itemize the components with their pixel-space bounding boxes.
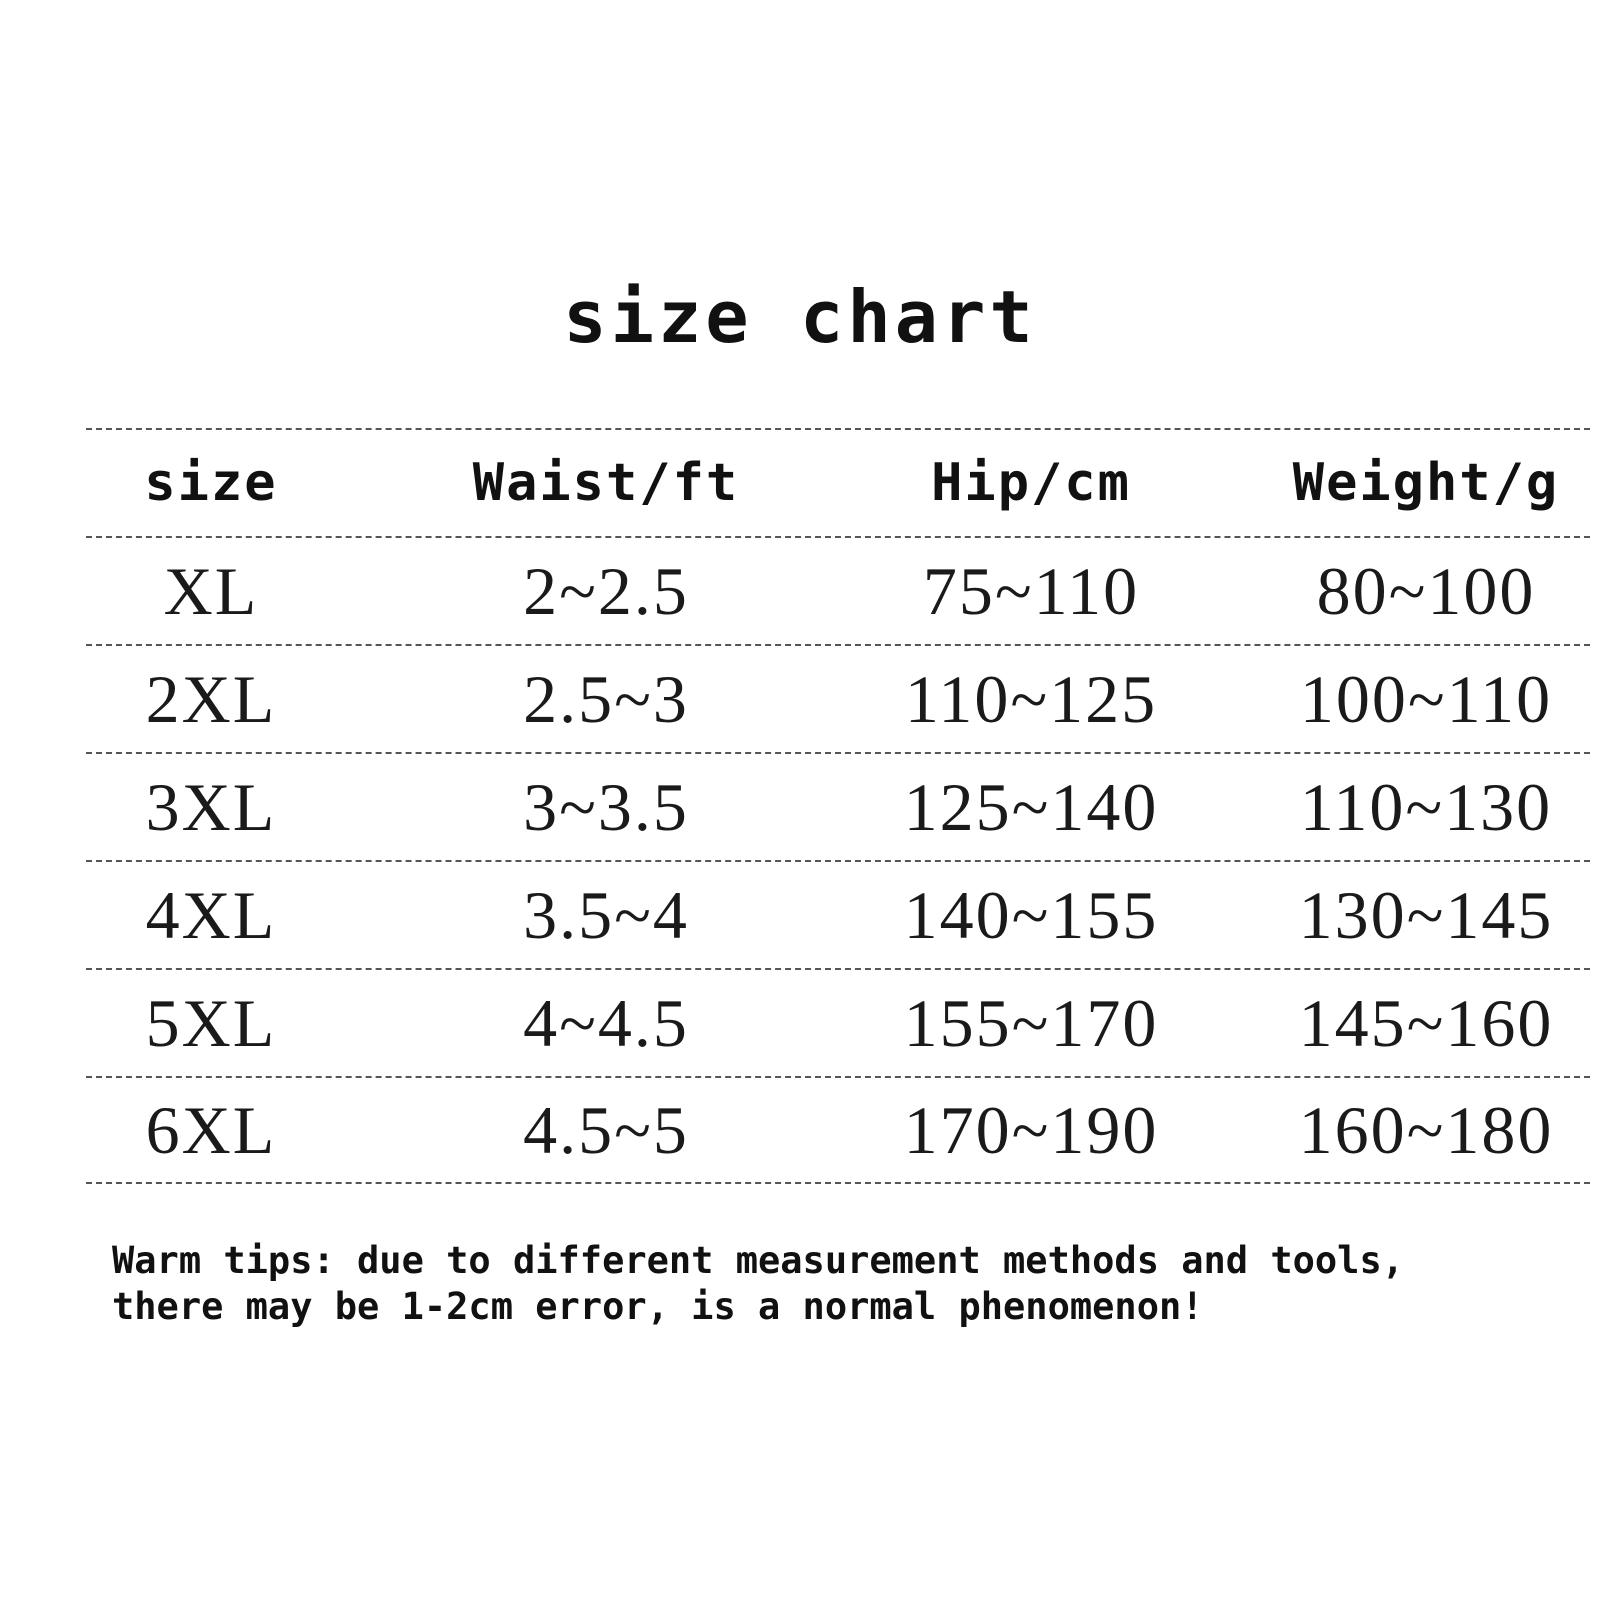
page-title: size chart	[563, 275, 1037, 359]
header-hip: Hip/cm	[931, 453, 1131, 513]
waist-cell: 4.5~5	[523, 1091, 689, 1168]
hip-cell: 75~110	[922, 552, 1140, 629]
hip-cell: 170~190	[903, 1091, 1159, 1168]
size-cell: 3XL	[145, 768, 277, 845]
hip-cell: 155~170	[903, 984, 1159, 1061]
header-weight: Weight/g	[1292, 453, 1560, 513]
weight-cell: 110~130	[1299, 768, 1553, 845]
size-cell: XL	[163, 552, 259, 629]
weight-cell: 80~100	[1316, 552, 1536, 629]
waist-cell: 3.5~4	[523, 876, 689, 953]
table-row	[86, 860, 1590, 968]
hip-cell: 110~125	[904, 660, 1158, 737]
weight-cell: 130~145	[1298, 876, 1554, 953]
warm-tips-note	[112, 1238, 1572, 1330]
size-cell: 5XL	[145, 984, 277, 1061]
weight-cell: 145~160	[1298, 984, 1554, 1061]
table-row	[86, 536, 1590, 644]
table-row	[86, 1076, 1590, 1184]
table-header-row	[86, 428, 1590, 536]
table-row	[86, 968, 1590, 1076]
waist-cell: 4~4.5	[523, 984, 689, 1061]
hip-cell: 125~140	[903, 768, 1159, 845]
table-row	[86, 752, 1590, 860]
note-line-1: Warm tips: due to different measurement methods and tools,	[112, 1239, 1405, 1282]
hip-cell: 140~155	[903, 876, 1159, 953]
note-line-2: there may be 1-2cm error, is a normal phenomenon!	[112, 1285, 1204, 1328]
size-table	[86, 428, 1590, 1184]
size-cell: 6XL	[145, 1091, 277, 1168]
waist-cell: 3~3.5	[523, 768, 689, 845]
size-cell: 2XL	[145, 660, 277, 737]
size-cell: 4XL	[145, 876, 277, 953]
waist-cell: 2.5~3	[523, 660, 689, 737]
header-waist: Waist/ft	[472, 453, 740, 513]
waist-cell: 2~2.5	[523, 552, 689, 629]
table-row	[86, 644, 1590, 752]
header-size: size	[144, 453, 278, 513]
weight-cell: 100~110	[1299, 660, 1553, 737]
weight-cell: 160~180	[1298, 1091, 1554, 1168]
